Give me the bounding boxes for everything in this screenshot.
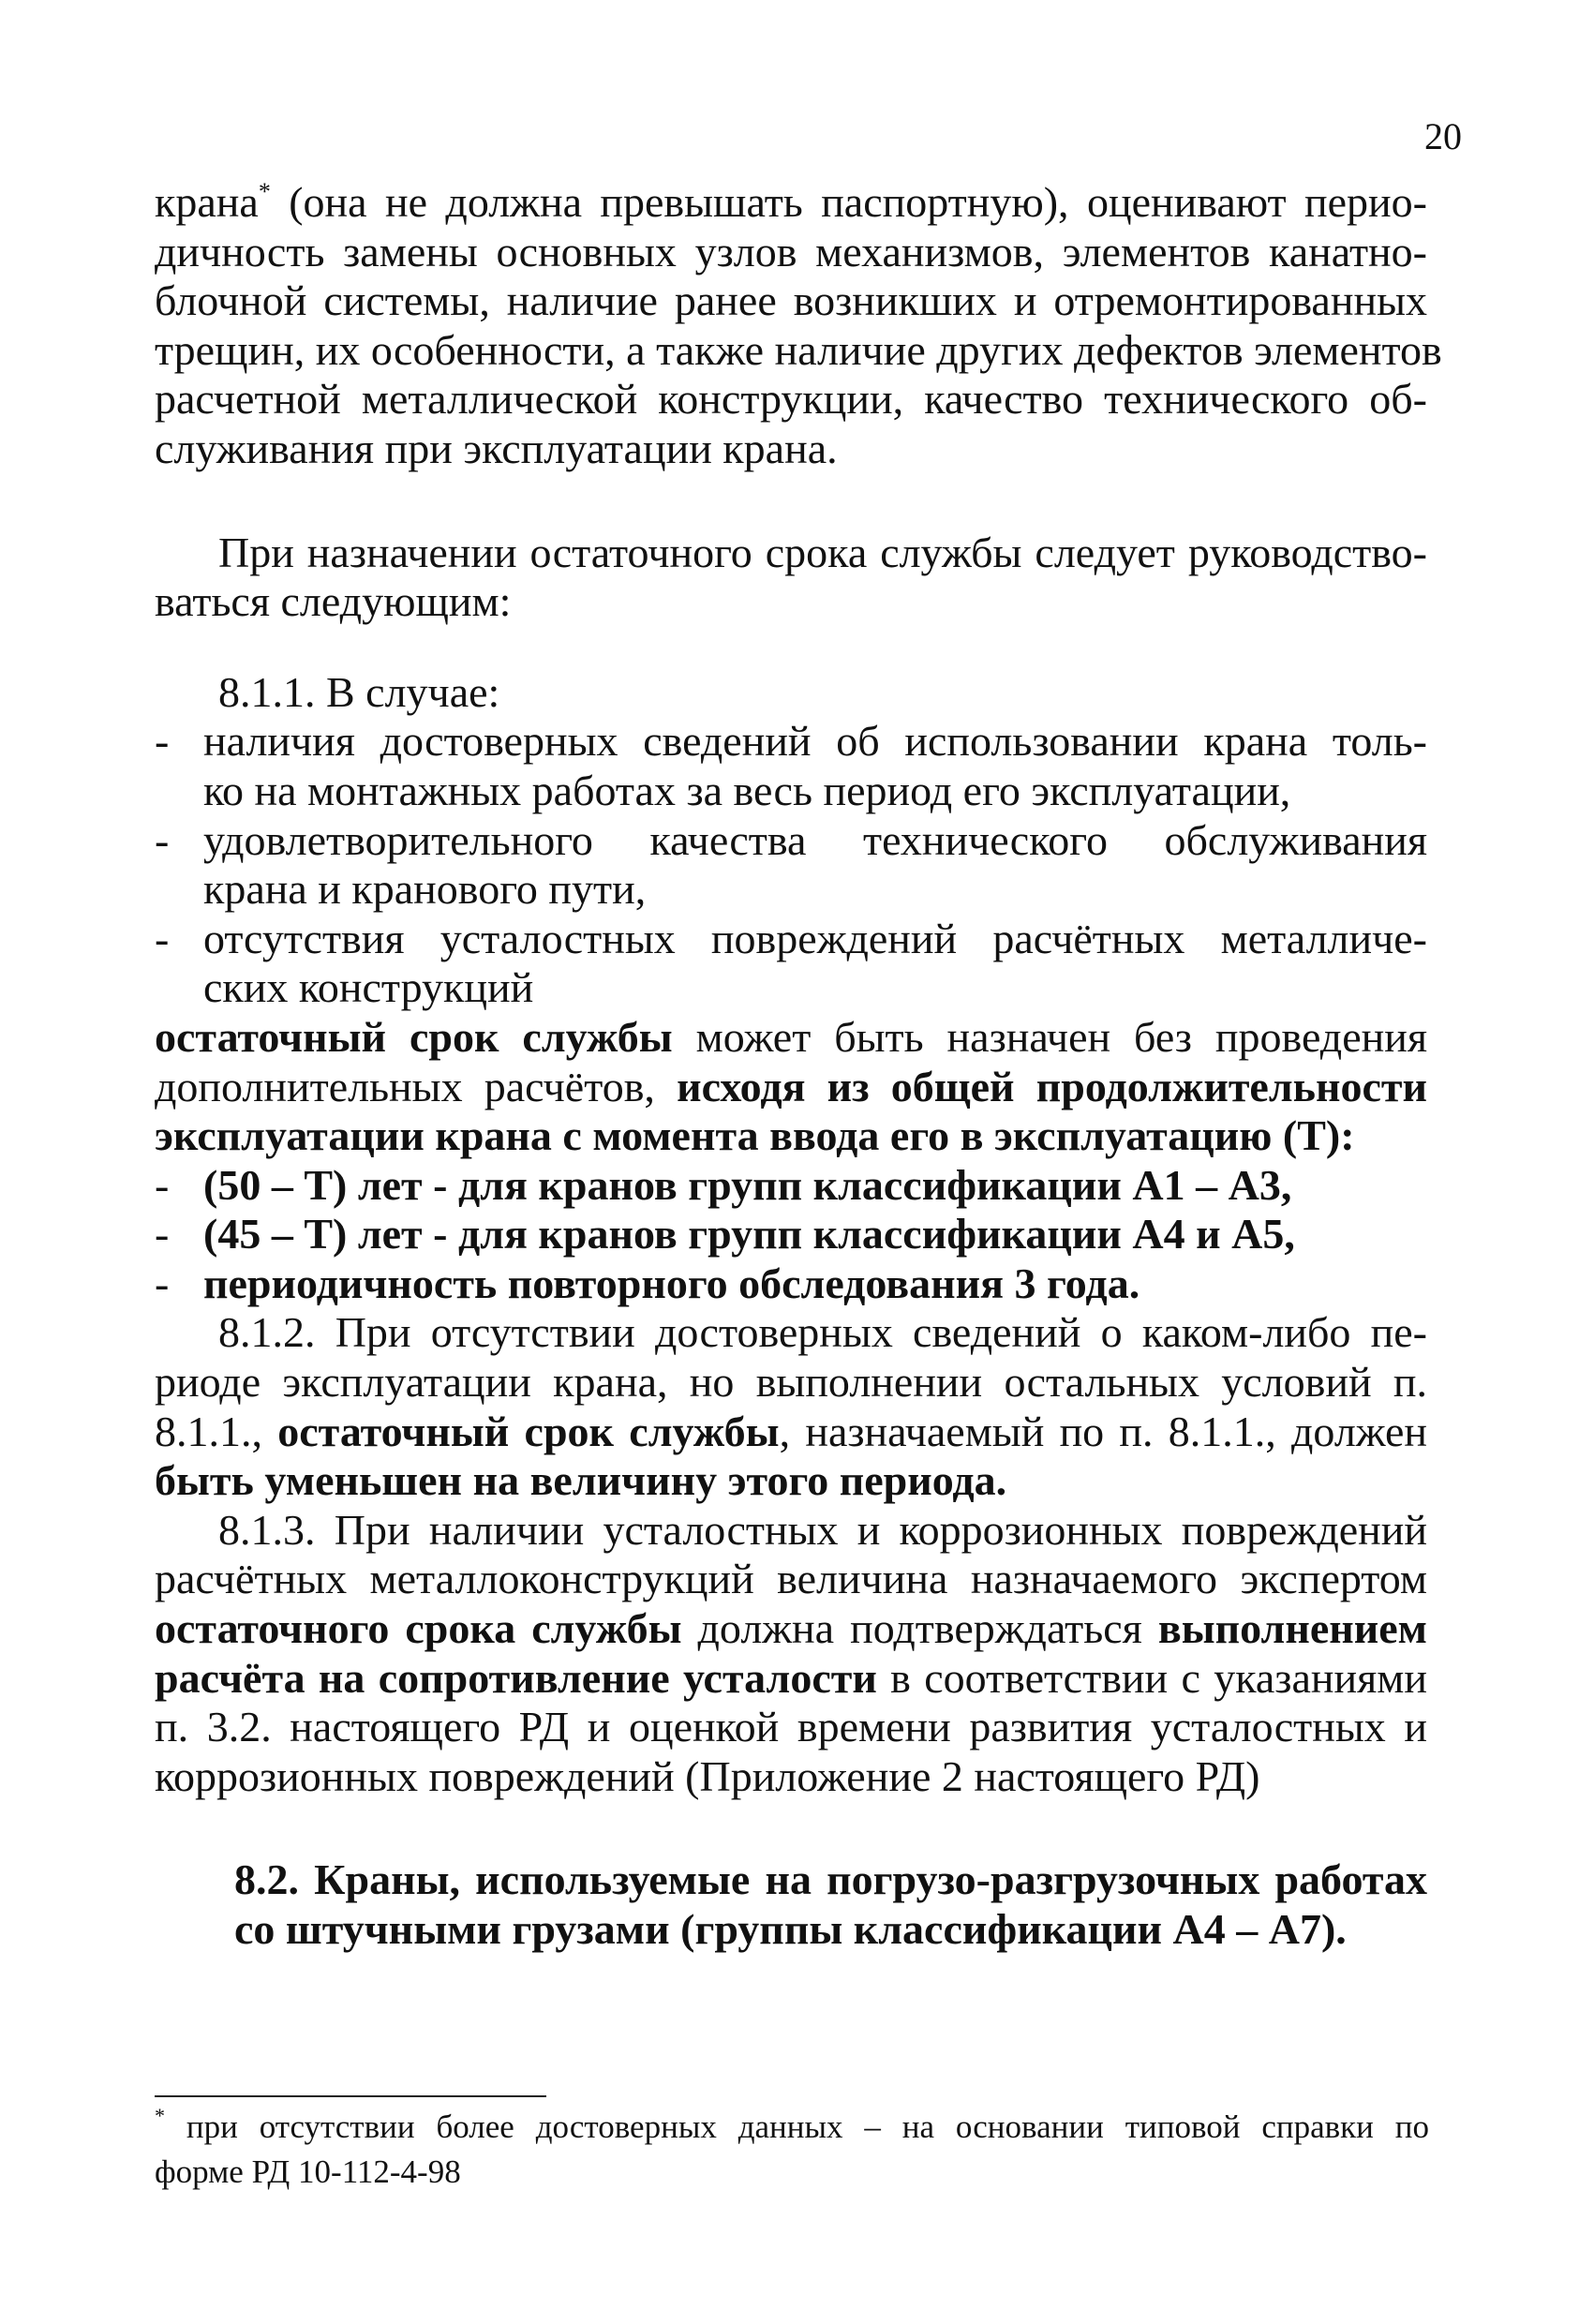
footnote-line: * при отсутствии более достоверных данных – на основании типовой справки по bbox=[155, 2104, 1429, 2145]
text-line: (45 – Т) лет - для кранов групп классификации А4 и А5, bbox=[203, 1210, 1295, 1259]
text-line: удовлетворительного качества технического обслуживания bbox=[203, 815, 1427, 864]
list-dash: - bbox=[155, 1160, 170, 1209]
list-dash: - bbox=[155, 914, 170, 962]
list-item bbox=[155, 717, 1427, 815]
text-line: наличия достоверных сведений об использовании крана толь- bbox=[203, 717, 1427, 766]
text-line: трещин, их особенности, а также наличие других дефектов элементов bbox=[155, 325, 1442, 374]
text-line: дополнительных расчётов, исходя из общей продолжительности bbox=[155, 1062, 1427, 1110]
text-line: эксплуатации крана с момента ввода его в эксплуатацию (Т): bbox=[155, 1111, 1355, 1160]
text-line: отсутствия усталостных повреждений расчётных металличе- bbox=[203, 914, 1427, 962]
text-line: 8.1.2. При отсутствии достоверных сведений о каком-либо пе- bbox=[218, 1308, 1427, 1357]
text-line: дичность замены основных узлов механизмов, элементов канатно- bbox=[155, 227, 1427, 276]
list-item bbox=[155, 816, 1427, 915]
paragraph-crane-inspection bbox=[155, 178, 1442, 474]
text-line: служивания при эксплуатации крана. bbox=[155, 424, 838, 472]
text-line: При назначении остаточного срока службы следует руководство- bbox=[218, 528, 1427, 576]
text-line: п. 3.2. настоящего РД и оценкой времени развития усталостных и bbox=[155, 1703, 1427, 1751]
text-line: периодичность повторного обследования 3 года. bbox=[203, 1259, 1140, 1307]
section-8-1-2 bbox=[155, 1308, 1427, 1505]
section-8-2-heading bbox=[234, 1855, 1427, 1954]
text-line: остаточного срока службы должна подтверждаться выполнением bbox=[155, 1604, 1427, 1653]
list-item bbox=[155, 1259, 1427, 1309]
section-8-1-3 bbox=[155, 1506, 1427, 1802]
text-line: остаточный срок службы может быть назначен без проведения bbox=[155, 1012, 1428, 1061]
text-line: 8.1.3. При наличии усталостных и коррозионных повреждений bbox=[218, 1505, 1427, 1554]
footnote-marker: * bbox=[155, 2104, 165, 2127]
paragraph-service-life-guidance bbox=[155, 529, 1427, 627]
list-item bbox=[155, 1161, 1427, 1211]
text-line: крана и кранового пути, bbox=[203, 865, 647, 914]
text-line: расчётных металлоконструкций величина назначаемого экспертом bbox=[155, 1555, 1427, 1603]
text-line: 8.2. Краны, используемые на погрузо-разгрузочных работах bbox=[234, 1855, 1427, 1904]
page-number: 20 bbox=[1424, 115, 1462, 157]
text-line: 8.1.1., остаточный срок службы, назначаемый по п. 8.1.1., должен bbox=[155, 1407, 1427, 1455]
list-dash: - bbox=[155, 1259, 170, 1307]
text-line: расчетной металлической конструкции, качество технического об- bbox=[155, 375, 1427, 424]
section-8-1-1 bbox=[155, 668, 1427, 1309]
text-line: риоде эксплуатации крана, но выполнении остальных условий п. bbox=[155, 1358, 1427, 1407]
footnote-marker: * bbox=[258, 178, 271, 205]
list-dash: - bbox=[155, 717, 170, 766]
list-dash: - bbox=[155, 1210, 170, 1259]
text-line: быть уменьшен на величину этого периода. bbox=[155, 1456, 1007, 1505]
list-item bbox=[155, 1210, 1427, 1259]
text-line: крана* (она не должна превышать паспортную), оценивают перио- bbox=[155, 178, 1427, 226]
footnote bbox=[155, 2105, 1429, 2195]
text-line: ваться следующим: bbox=[155, 577, 512, 626]
text-line: расчёта на сопротивление усталости в соответствии с указаниями bbox=[155, 1653, 1427, 1702]
section-heading: 8.1.1. В случае: bbox=[218, 667, 500, 716]
text-line: со штучными грузами (группы классификации А4 – А7). bbox=[234, 1905, 1347, 1953]
text-line: ко на монтажных работах за весь период его эксплуатации, bbox=[203, 766, 1291, 814]
text-line: ских конструкций bbox=[203, 963, 534, 1012]
text-line: коррозионных повреждений (Приложение 2 настоящего РД) bbox=[155, 1751, 1260, 1800]
text-line: блочной системы, наличие ранее возникших и отремонтированных bbox=[155, 276, 1427, 325]
list-dash: - bbox=[155, 815, 170, 864]
page-body bbox=[155, 178, 1442, 1955]
list-item bbox=[155, 915, 1427, 1013]
footnote-line: форме РД 10-112-4-98 bbox=[155, 2153, 461, 2190]
text-line: (50 – Т) лет - для кранов групп классификации А1 – А3, bbox=[203, 1160, 1292, 1209]
footnote-divider bbox=[155, 2095, 546, 2097]
